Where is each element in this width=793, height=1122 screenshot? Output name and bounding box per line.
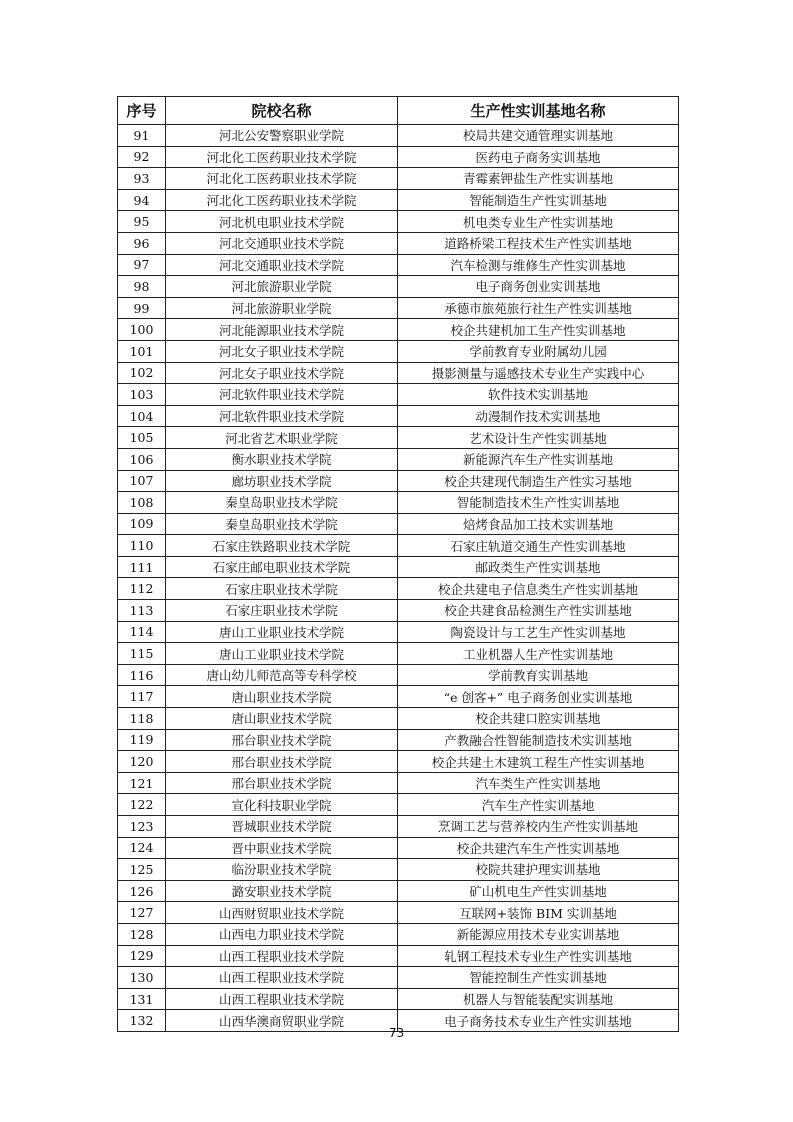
cell-base-name: 新能源应用技术专业实训基地 [398,923,679,945]
cell-school-name: 山西工程职业技术学院 [166,945,398,967]
cell-base-name: 机器人与智能装配实训基地 [398,988,679,1010]
table-row [118,816,679,838]
cell-base-name: 校企共建口腔实训基地 [398,708,679,730]
cell-school-name: 河北旅游职业学院 [166,276,398,298]
cell-school-name: 唐山职业技术学院 [166,686,398,708]
table-row [118,729,679,751]
cell-serial-number: 108 [118,492,166,514]
cell-serial-number: 102 [118,362,166,384]
cell-school-name: 石家庄职业技术学院 [166,600,398,622]
cell-base-name: 工业机器人生产性实训基地 [398,643,679,665]
table-row [118,859,679,881]
cell-base-name: 产教融合性智能制造技术实训基地 [398,729,679,751]
cell-base-name: 陶瓷设计与工艺生产性实训基地 [398,621,679,643]
cell-serial-number: 119 [118,729,166,751]
cell-serial-number: 95 [118,211,166,233]
training-base-table [117,96,679,1032]
cell-school-name: 山西财贸职业技术学院 [166,902,398,924]
cell-serial-number: 92 [118,146,166,168]
cell-base-name: 医药电子商务实训基地 [398,146,679,168]
cell-serial-number: 124 [118,837,166,859]
cell-school-name: 山西华澳商贸职业学院 [166,1010,398,1032]
cell-school-name: 晋中职业技术学院 [166,837,398,859]
cell-serial-number: 129 [118,945,166,967]
cell-serial-number: 100 [118,319,166,341]
cell-school-name: 河北交通职业技术学院 [166,254,398,276]
cell-base-name: “e 创客+” 电子商务创业实训基地 [398,686,679,708]
table-row [118,772,679,794]
cell-serial-number: 97 [118,254,166,276]
table-row [118,686,679,708]
cell-base-name: 轧钢工程技术专业生产性实训基地 [398,945,679,967]
table-row [118,211,679,233]
cell-school-name: 河北能源职业技术学院 [166,319,398,341]
cell-school-name: 邢台职业技术学院 [166,751,398,773]
cell-base-name: 邮政类生产性实训基地 [398,556,679,578]
cell-base-name: 学前教育专业附属幼儿园 [398,340,679,362]
table-row [118,988,679,1010]
cell-serial-number: 121 [118,772,166,794]
cell-serial-number: 99 [118,297,166,319]
table-row [118,794,679,816]
cell-base-name: 校企共建食品检测生产性实训基地 [398,600,679,622]
cell-serial-number: 115 [118,643,166,665]
table-row [118,621,679,643]
cell-school-name: 石家庄邮电职业技术学院 [166,556,398,578]
cell-school-name: 唐山职业技术学院 [166,708,398,730]
table-row [118,643,679,665]
table-row [118,427,679,449]
table-row [118,923,679,945]
cell-school-name: 河北女子职业技术学院 [166,362,398,384]
cell-base-name: 校企共建电子信息类生产性实训基地 [398,578,679,600]
cell-base-name: 新能源汽车生产性实训基地 [398,448,679,470]
cell-serial-number: 128 [118,923,166,945]
table-row [118,967,679,989]
cell-serial-number: 103 [118,384,166,406]
cell-serial-number: 114 [118,621,166,643]
table-row [118,513,679,535]
table-row [118,600,679,622]
table-row [118,276,679,298]
cell-base-name: 汽车生产性实训基地 [398,794,679,816]
cell-school-name: 河北交通职业技术学院 [166,232,398,254]
table-row [118,880,679,902]
cell-school-name: 山西工程职业技术学院 [166,988,398,1010]
cell-school-name: 邢台职业技术学院 [166,772,398,794]
table-row [118,340,679,362]
cell-base-name: 校院共建护理实训基地 [398,859,679,881]
cell-serial-number: 111 [118,556,166,578]
cell-school-name: 河北女子职业技术学院 [166,340,398,362]
cell-base-name: 承德市旅苑旅行社生产性实训基地 [398,297,679,319]
cell-school-name: 山西电力职业技术学院 [166,923,398,945]
cell-school-name: 唐山幼儿师范高等专科学校 [166,664,398,686]
table-row [118,384,679,406]
cell-base-name: 机电类专业生产性实训基地 [398,211,679,233]
cell-school-name: 唐山工业职业技术学院 [166,621,398,643]
cell-school-name: 河北机电职业技术学院 [166,211,398,233]
table-row [118,664,679,686]
cell-serial-number: 91 [118,125,166,147]
cell-serial-number: 113 [118,600,166,622]
cell-school-name: 衡水职业技术学院 [166,448,398,470]
cell-base-name: 校企共建土木建筑工程生产性实训基地 [398,751,679,773]
cell-base-name: 软件技术实训基地 [398,384,679,406]
table-row [118,578,679,600]
cell-school-name: 石家庄铁路职业技术学院 [166,535,398,557]
cell-base-name: 互联网+装饰 BIM 实训基地 [398,902,679,924]
cell-serial-number: 110 [118,535,166,557]
table-body [118,125,679,1032]
cell-base-name: 汽车检测与维修生产性实训基地 [398,254,679,276]
cell-base-name: 青霉素钾盐生产性实训基地 [398,168,679,190]
cell-school-name: 河北软件职业技术学院 [166,405,398,427]
cell-base-name: 摄影测量与遥感技术专业生产实践中心 [398,362,679,384]
cell-base-name: 动漫制作技术实训基地 [398,405,679,427]
cell-serial-number: 101 [118,340,166,362]
page-number: 73 [388,1026,405,1040]
cell-serial-number: 131 [118,988,166,1010]
cell-school-name: 秦皇岛职业技术学院 [166,513,398,535]
cell-school-name: 潞安职业技术学院 [166,880,398,902]
table-row [118,535,679,557]
table-row [118,708,679,730]
cell-serial-number: 109 [118,513,166,535]
cell-base-name: 校企共建机加工生产性实训基地 [398,319,679,341]
table-row [118,168,679,190]
cell-serial-number: 116 [118,664,166,686]
cell-serial-number: 93 [118,168,166,190]
cell-base-name: 艺术设计生产性实训基地 [398,427,679,449]
cell-serial-number: 120 [118,751,166,773]
cell-base-name: 烹调工艺与营养校内生产性实训基地 [398,816,679,838]
table-row [118,362,679,384]
cell-school-name: 河北化工医药职业技术学院 [166,189,398,211]
table-row [118,556,679,578]
cell-school-name: 山西工程职业技术学院 [166,967,398,989]
cell-serial-number: 117 [118,686,166,708]
cell-serial-number: 125 [118,859,166,881]
cell-serial-number: 122 [118,794,166,816]
cell-serial-number: 96 [118,232,166,254]
table-row [118,448,679,470]
table-row [118,319,679,341]
header-serial-number: 序号 [118,97,166,125]
cell-base-name: 学前教育实训基地 [398,664,679,686]
header-base-name: 生产性实训基地名称 [398,97,679,125]
cell-serial-number: 123 [118,816,166,838]
cell-base-name: 电子商务创业实训基地 [398,276,679,298]
cell-serial-number: 130 [118,967,166,989]
cell-school-name: 唐山工业职业技术学院 [166,643,398,665]
cell-school-name: 临汾职业技术学院 [166,859,398,881]
cell-school-name: 秦皇岛职业技术学院 [166,492,398,514]
cell-serial-number: 104 [118,405,166,427]
cell-base-name: 智能制造技术生产性实训基地 [398,492,679,514]
cell-base-name: 焙烤食品加工技术实训基地 [398,513,679,535]
cell-school-name: 邢台职业技术学院 [166,729,398,751]
cell-serial-number: 94 [118,189,166,211]
cell-base-name: 电子商务技术专业生产性实训基地 [398,1010,679,1032]
cell-serial-number: 98 [118,276,166,298]
header-school-name: 院校名称 [166,97,398,125]
cell-serial-number: 126 [118,880,166,902]
cell-serial-number: 118 [118,708,166,730]
table-row [118,751,679,773]
cell-base-name: 汽车类生产性实训基地 [398,772,679,794]
cell-base-name: 智能制造生产性实训基地 [398,189,679,211]
cell-school-name: 廊坊职业技术学院 [166,470,398,492]
cell-base-name: 矿山机电生产性实训基地 [398,880,679,902]
cell-serial-number: 105 [118,427,166,449]
cell-school-name: 河北旅游职业学院 [166,297,398,319]
cell-base-name: 校局共建交通管理实训基地 [398,125,679,147]
cell-serial-number: 106 [118,448,166,470]
table-row [118,146,679,168]
table-row [118,945,679,967]
cell-base-name: 智能控制生产性实训基地 [398,967,679,989]
table-row [118,189,679,211]
table-row [118,125,679,147]
cell-serial-number: 112 [118,578,166,600]
cell-school-name: 河北公安警察职业学院 [166,125,398,147]
cell-school-name: 河北化工医药职业技术学院 [166,146,398,168]
cell-serial-number: 127 [118,902,166,924]
table-row [118,902,679,924]
table-row [118,405,679,427]
table-row [118,470,679,492]
cell-serial-number: 132 [118,1010,166,1032]
cell-base-name: 石家庄轨道交通生产性实训基地 [398,535,679,557]
cell-school-name: 晋城职业技术学院 [166,816,398,838]
cell-school-name: 河北软件职业技术学院 [166,384,398,406]
table-row [118,254,679,276]
table-row [118,837,679,859]
cell-school-name: 石家庄职业技术学院 [166,578,398,600]
cell-school-name: 河北化工医药职业技术学院 [166,168,398,190]
cell-base-name: 道路桥梁工程技术生产性实训基地 [398,232,679,254]
table-row [118,232,679,254]
cell-serial-number: 107 [118,470,166,492]
table-row [118,297,679,319]
table-header-row [118,97,679,125]
cell-school-name: 河北省艺术职业学院 [166,427,398,449]
cell-base-name: 校企共建汽车生产性实训基地 [398,837,679,859]
cell-base-name: 校企共建现代制造生产性实习基地 [398,470,679,492]
cell-school-name: 宣化科技职业学院 [166,794,398,816]
table-row [118,492,679,514]
